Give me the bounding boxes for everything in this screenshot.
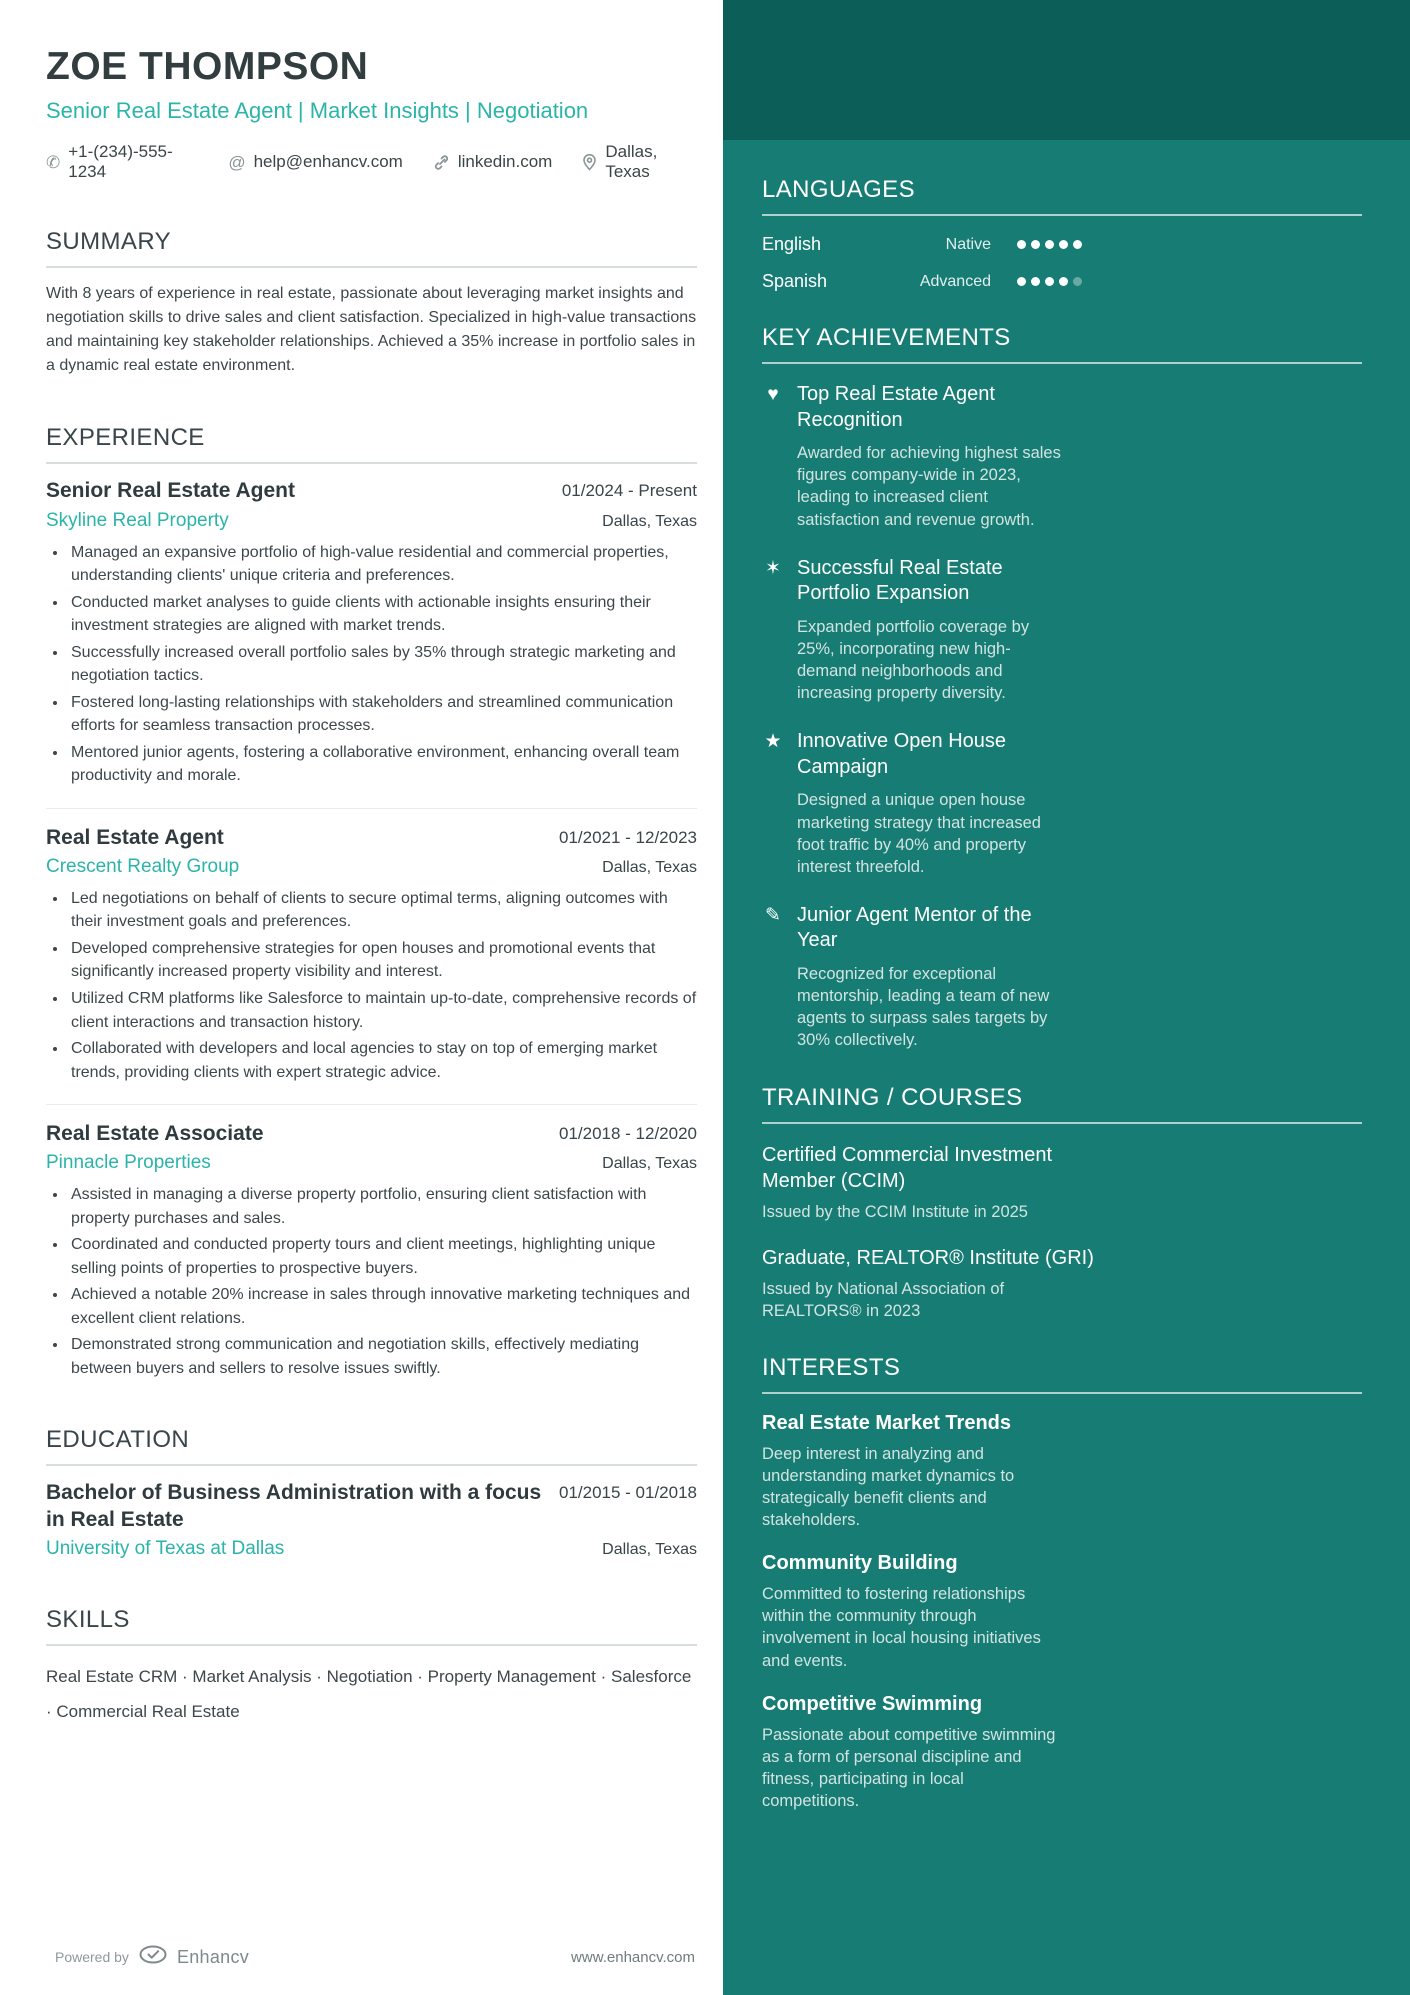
experience-heading: EXPERIENCE [46, 424, 697, 464]
powered-by-label: Powered by [55, 1949, 129, 1965]
achievement-item [762, 729, 1362, 878]
achievement-description: Awarded for achieving highest sales figures company-wide in 2023, leading to increased client satisfaction and revenue growth. [797, 444, 1061, 529]
phone-contact [46, 142, 198, 182]
link-icon [433, 154, 450, 171]
job-subheader [46, 510, 697, 532]
bullet-item: • Led negotiations on behalf of clients to secure optimal terms, aligning outcomes with their investment goals and preferences. [68, 887, 697, 934]
achievement-description: Designed a unique open house marketing strategy that increased foot traffic by 40% and property interest threefold. [797, 791, 1041, 876]
website-link[interactable]: www.enhancv.com [571, 1948, 695, 1966]
location-contact [582, 142, 697, 182]
skills-heading: SKILLS [46, 1606, 697, 1646]
key-achievements-section [762, 324, 1362, 1052]
sidebar-top-band [723, 0, 1410, 140]
course-issuer: Issued by the CCIM Institute in 2025 [762, 1202, 1028, 1221]
bullet-item: • Assisted in managing a diverse property portfolio, ensuring client satisfaction with property purchases and sales. [68, 1183, 697, 1230]
achievement-item [762, 382, 1362, 531]
job-location: Dallas, Texas [602, 512, 697, 530]
location-icon [582, 154, 597, 171]
bullet-item: • Mentored junior agents, fostering a collaborative environment, enhancing overall team productivity and morale. [68, 741, 697, 788]
bullet-item: • Managed an expansive portfolio of high-value residential and commercial properties, understanding clients' unique criteria and preferences. [68, 541, 697, 588]
interest-title: Community Building [762, 1552, 958, 1575]
powered-by [55, 1945, 249, 1969]
interests-section [762, 1354, 1362, 1812]
job-title: Real Estate Agent [46, 825, 224, 849]
phone-number: +1-(234)-555-1234 [68, 142, 173, 182]
interest-item [762, 1412, 1362, 1531]
summary-text: With 8 years of experience in real estate, passionate about leveraging market insights and negotiation skills to drive sales and client satisfaction. Specialized in high-value transactions and maintaining key stakeholder relationships. Achieved a 35% increase in portfolio sales in a dynamic real estate environment. [46, 285, 697, 375]
linkedin-contact[interactable] [433, 152, 553, 172]
job-header [46, 478, 697, 504]
education-dates: 01/2015 - 01/2018 [558, 1483, 697, 1503]
language-level-label: Native [945, 235, 991, 253]
job-subheader [46, 1152, 697, 1174]
language-row [762, 271, 1082, 292]
wand-icon: ✎ [765, 904, 781, 926]
achievement-description: Recognized for exceptional mentorship, leading a team of new agents to surpass sales targets by 30% collectively. [797, 965, 1050, 1050]
language-proficiency-dots [1017, 240, 1082, 249]
achievement-title: Top Real Estate Agent Recognition [797, 383, 995, 431]
phone-icon: ✆ [46, 152, 61, 172]
degree-title: Bachelor of Business Administration with a focus in Real Estate [46, 1481, 542, 1531]
job-company: Skyline Real Property [46, 509, 229, 531]
badge-icon: ✶ [765, 557, 781, 579]
interest-description: Deep interest in analyzing and understanding market dynamics to strategically benefit clients and stakeholders. [762, 1444, 1015, 1530]
achievement-item [762, 903, 1362, 1052]
achievement-description: Expanded portfolio coverage by 25%, incorporating new high-demand neighborhoods and increasing property diversity. [797, 617, 1030, 703]
sidebar [723, 0, 1410, 1995]
bullet-item: • Collaborated with developers and local agencies to stay on top of emerging market trends, providing clients with expert strategic advice. [68, 1037, 697, 1084]
education-header [46, 1480, 697, 1533]
interest-title: Competitive Swimming [762, 1692, 983, 1715]
training-heading: TRAINING / COURSES [762, 1084, 1362, 1124]
education-section [46, 1426, 697, 1560]
job-header [46, 1121, 697, 1147]
bullet-item: • Successfully increased overall portfolio sales by 35% through strategic marketing and negotiation tactics. [68, 641, 697, 688]
achievement-body [797, 903, 1069, 1052]
enhancv-brand-text: Enhancv [176, 1946, 250, 1967]
language-name: Spanish [762, 271, 828, 291]
job-company: Pinnacle Properties [46, 1152, 211, 1174]
language-level-label: Advanced [919, 272, 991, 290]
skills-section [46, 1606, 697, 1730]
page-footer [55, 1945, 695, 1969]
resume-main-column [0, 0, 723, 1730]
location-text: Dallas, Texas [605, 142, 658, 182]
achievement-item [762, 556, 1362, 705]
achievement-title: Successful Real Estate Portfolio Expansion [797, 556, 1003, 605]
language-row [762, 234, 1082, 255]
interest-description: Committed to fostering relationships within the community through involvement in local housing initiatives and events. [762, 1585, 1041, 1670]
job-dates: 01/2024 - Present [561, 481, 697, 501]
job-header [46, 825, 697, 851]
job-bullet-list [46, 541, 697, 788]
job-title: Real Estate Associate [46, 1122, 264, 1146]
course-title: Graduate, REALTOR® Institute (GRI) [762, 1246, 1094, 1269]
interest-item [762, 1693, 1362, 1812]
languages-section [762, 176, 1362, 292]
education-heading: EDUCATION [46, 1426, 697, 1466]
job-entry [46, 1104, 697, 1380]
heart-icon: ♥ [767, 384, 779, 405]
interest-title: Real Estate Market Trends [762, 1411, 1011, 1434]
achievement-title: Junior Agent Mentor of the Year [797, 903, 1032, 952]
language-name: English [762, 234, 822, 254]
job-bullet-list [46, 887, 697, 1084]
bullet-item: • Achieved a notable 20% increase in sales through innovative marketing techniques and excellent client relations. [68, 1283, 697, 1330]
experience-section [46, 424, 697, 1380]
candidate-name: ZOE THOMPSON [46, 45, 369, 88]
bullet-item: • Utilized CRM platforms like Salesforce to maintain up-to-date, comprehensive records of client interactions and transaction history. [68, 987, 697, 1034]
interest-description: Passionate about competitive swimming as a form of personal discipline and fitness, participating in local competitions. [762, 1725, 1056, 1811]
email-icon: @ [228, 152, 246, 172]
job-dates: 01/2018 - 12/2020 [558, 1124, 697, 1144]
enhancv-logo-icon [139, 1945, 167, 1969]
job-title: Senior Real Estate Agent [46, 479, 295, 503]
achievement-body [797, 729, 1069, 878]
job-entry [46, 478, 697, 787]
interest-item [762, 1552, 1362, 1671]
school-name: University of Texas at Dallas [46, 1537, 285, 1559]
job-dates: 01/2021 - 12/2023 [558, 827, 697, 847]
job-bullet-list [46, 1183, 697, 1380]
contact-row [46, 142, 697, 182]
education-location: Dallas, Texas [602, 1540, 697, 1558]
course-title: Certified Commercial Investment Member (CCIM) [762, 1143, 1053, 1192]
resume-header [46, 46, 697, 182]
job-location: Dallas, Texas [602, 1155, 697, 1173]
email-address[interactable]: help@enhancv.com [253, 152, 403, 172]
summary-heading: SUMMARY [46, 228, 697, 268]
bullet-item: • Demonstrated strong communication and negotiation skills, effectively mediating between buyers and sellers to resolve issues swiftly. [68, 1333, 697, 1380]
job-subheader [46, 856, 697, 878]
education-subheader [46, 1538, 697, 1560]
candidate-title: Senior Real Estate Agent | Market Insights | Negotiation [46, 97, 589, 123]
training-section [762, 1084, 1362, 1322]
key-achievements-heading: KEY ACHIEVEMENTS [762, 324, 1362, 364]
email-contact[interactable] [228, 152, 403, 172]
bullet-item: • Developed comprehensive strategies for open houses and promotional events that significantly increased property visibility and interest. [68, 937, 697, 984]
languages-heading: LANGUAGES [762, 176, 1362, 216]
achievement-body [797, 556, 1069, 705]
job-entry [46, 808, 697, 1084]
achievement-title: Innovative Open House Campaign [797, 730, 1007, 778]
bullet-item: • Coordinated and conducted property tours and client meetings, highlighting unique selling points of properties to prospective buyers. [68, 1233, 697, 1280]
star-icon: ★ [764, 731, 782, 753]
job-location: Dallas, Texas [602, 858, 697, 876]
course-item [762, 1142, 1362, 1223]
language-proficiency-dots [1017, 277, 1082, 286]
course-item [762, 1245, 1362, 1322]
bullet-item: • Conducted market analyses to guide clients with actionable insights ensuring their investment strategies are aligned with market trends. [68, 591, 697, 638]
skills-list: Real Estate CRM · Market Analysis · Negotiation · Property Management · Salesforce · Commercial Real Estate [46, 1666, 692, 1721]
job-company: Crescent Realty Group [46, 855, 240, 877]
interests-heading: INTERESTS [762, 1354, 1362, 1394]
achievement-body [797, 382, 1069, 531]
linkedin-url[interactable]: linkedin.com [457, 152, 553, 172]
course-issuer: Issued by National Association of REALTORS® in 2023 [762, 1279, 1005, 1320]
summary-section [46, 228, 697, 378]
bullet-item: • Fostered long-lasting relationships with stakeholders and streamlined communication efforts for seamless transaction processes. [68, 691, 697, 738]
